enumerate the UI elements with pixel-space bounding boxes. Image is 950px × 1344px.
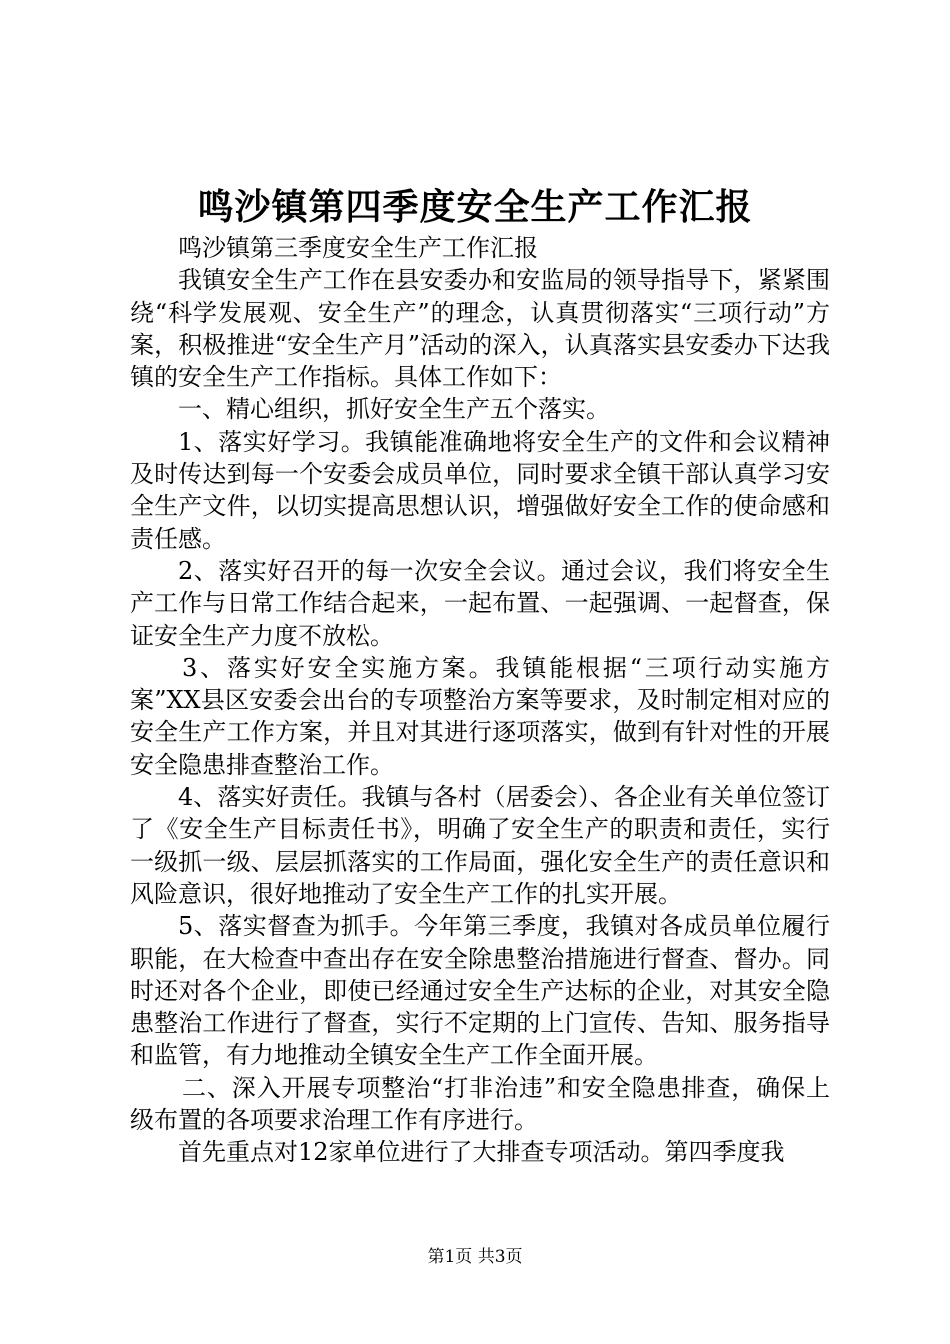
page-footer: 第1页 共3页 (427, 1247, 523, 1267)
paragraph-item-3: 3、落实好安全实施方案。我镇能根据“三项行动实施方案”XX县区安委会出台的专项整治方案等要求，及时制定相对应的安全生产工作方案，并且对其进行逐项落实，做到有针对性的开展安全隐患排查整治工作。 (130, 653, 830, 779)
section-heading-2: 二、深入开展专项整治“打非治违”和安全隐患排查，确保上级布置的各项要求治理工作有序进行。 (130, 1073, 830, 1135)
paragraph-item-1: 1、落实好学习。我镇能准确地将安全生产的文件和会议精神及时传达到每一个安委会成员单位，同时要求全镇干部认真学习安全生产文件，以切实提高思想认识，增强做好安全工作的使命感和责任感。 (130, 427, 830, 553)
document-title: 鸣沙镇第四季度安全生产工作汇报 (197, 186, 753, 228)
document-body (130, 232, 830, 1169)
paragraph-continuation: 首先重点对12家单位进行了大排查专项活动。第四季度我 (178, 1138, 785, 1167)
paragraph-item-4: 4、落实好责任。我镇与各村（居委会）、各企业有关单位签订了《安全生产目标责任书》，明确了安全生产的职责和责任，实行一级抓一级、层层抓落实的工作局面，强化安全生产的责任意识和风险意识，很好地推动了安全生产工作的扎实开展。 (130, 783, 830, 908)
paragraph-intro: 我镇安全生产工作在县安委办和安监局的领导指导下，紧紧围绕“科学发展观、安全生产”的理念，认真贯彻落实“三项行动”方案，积极推进“安全生产月”活动的深入，认真落实县安委办下达我镇的安全生产工作指标。具体工作如下： (130, 266, 830, 392)
paragraph-item-5: 5、落实督查为抓手。今年第三季度，我镇对各成员单位履行职能，在大检查中查出存在安全除患整治措施进行督查、督办。同时还对各个企业，即使已经通过安全生产达标的企业，对其安全隐患整治工作进行了督查，实行不定期的上门宣传、告知、服务指导和监管，有力地推动全镇安全生产工作全面开展。 (130, 912, 830, 1070)
paragraph-subtitle: 鸣沙镇第三季度安全生产工作汇报 (178, 234, 538, 262)
paragraph-item-2: 2、落实好召开的每一次安全会议。通过会议，我们将安全生产工作与日常工作结合起来，一起布置、一起强调、一起督查，保证安全生产力度不放松。 (130, 556, 830, 650)
section-heading-1: 一、精心组织，抓好安全生产五个落实。 (178, 395, 610, 424)
